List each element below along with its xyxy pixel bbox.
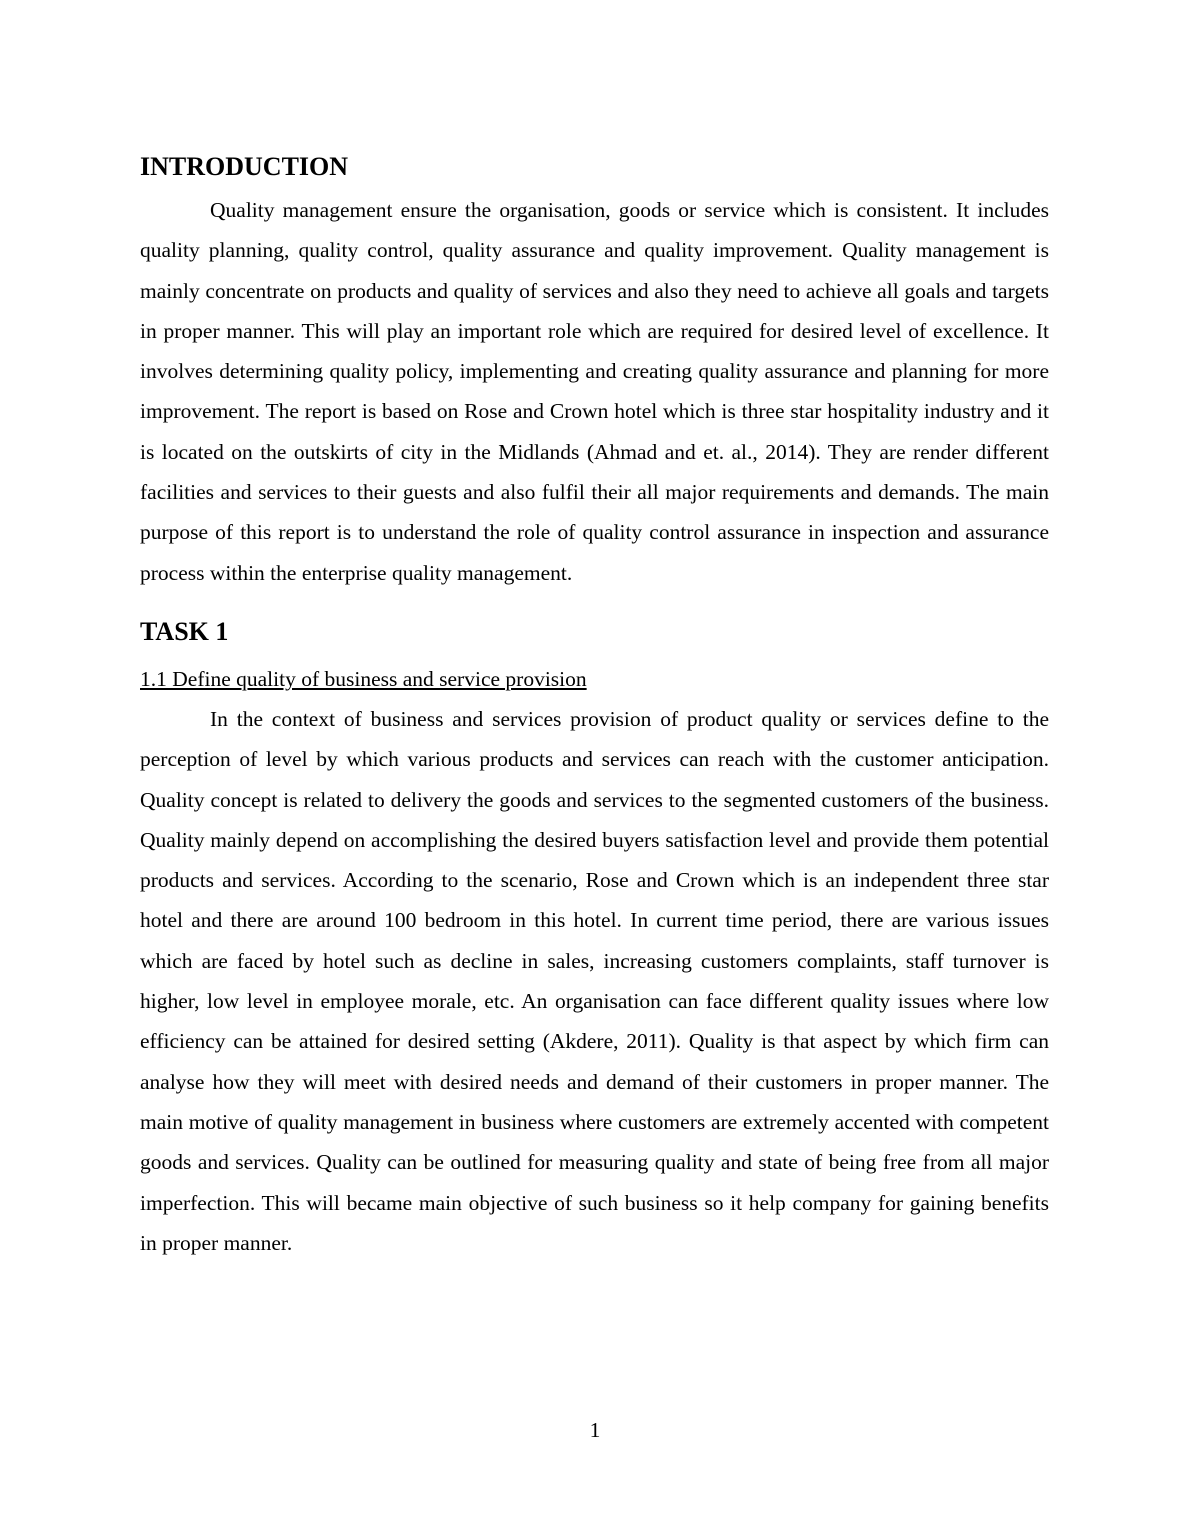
section-paragraph: In the context of business and services provision of product quality or services define to the perception of level by which various products and services can reach with the customer anticipation. Quality concept is related to delivery the goods and services to the segmented customers of the business. Quality mainly depend on accomplishing the desired buyers satisfaction level and provide them potential products and services. According to the scenario, Rose and Crown which is an independent three star hotel and there are around 100 bedroom in this hotel. In current time period, there are various issues which are faced by hotel such as decline in sales, increasing customers complaints, staff turnover is higher, low level in employee morale, etc. An organisation can face different quality issues where low efficiency can be attained for desired setting (Akdere, 2011). Quality is that aspect by which firm can analyse how they will meet with desired needs and demand of their customers in proper manner. The main motive of quality management in business where customers are extremely accented with competent goods and services. Quality can be outlined for measuring quality and state of being free from all major imperfection. This will became main objective of such business so it help company for gaining benefits in proper manner. [140,706,1049,1255]
page-content [140,148,1049,1263]
page-number: 1 [589,1418,601,1442]
introduction-paragraph: Quality management ensure the organisation, goods or service which is consistent. It includes quality planning, quality control, quality assurance and quality improvement. Quality management is mainly concentrate on products and quality of services and also they need to achieve all goals and targets in proper manner. This will play an important role which are required for desired level of excellence. It involves determining quality policy, implementing and creating quality assurance and planning for more improvement. The report is based on Rose and Crown hotel which is three star hospitality industry and it is located on the outskirts of city in the Midlands (Ahmad and et. al., 2014). They are render different facilities and services to their guests and also fulfil their all major requirements and demands. The main purpose of this report is to understand the role of quality control assurance in inspection and assurance process within the enterprise quality management. [140,198,1049,585]
section-title: 1.1 Define quality of business and service provision [140,666,587,691]
introduction-heading: INTRODUCTION [140,152,349,181]
task-heading: TASK 1 [140,616,229,646]
